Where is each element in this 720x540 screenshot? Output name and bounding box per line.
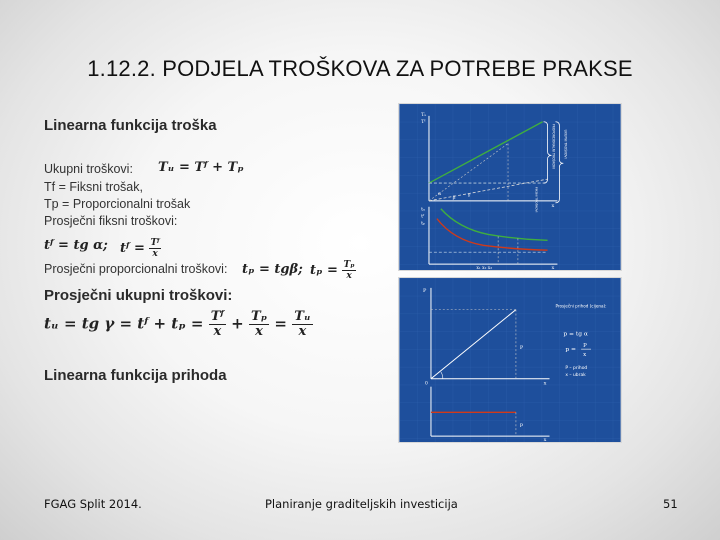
x-ticks-lower: x₁ x₂ x₃ [476, 266, 493, 271]
brace-label-fixed: FIKSNI TROŠKOVI [534, 187, 539, 213]
avg-revenue-x-label: x [543, 437, 547, 443]
avg-proportional-num: Tₚ [343, 260, 355, 270]
y-label-tu: Tᵤ [421, 111, 427, 118]
angle-alpha: α [437, 190, 442, 197]
x-label-lower: x [551, 265, 555, 271]
cost-function-figure [398, 103, 622, 271]
avg-revenue-p: p = [565, 347, 576, 354]
angle-gamma: γ [467, 191, 471, 198]
revenue-x-label: x [543, 380, 547, 387]
avg-total-f2-den: x [255, 324, 263, 339]
avg-total-fraction-3 [292, 310, 312, 339]
legend-quantity: x – ubrak [565, 372, 586, 378]
y-label-tf: Tᶠ [421, 118, 426, 125]
avg-revenue-den: x [583, 352, 587, 359]
separator-1: ; [103, 238, 108, 253]
x-label-upper: x [551, 202, 555, 209]
avg-fixed-formula-2 [120, 238, 161, 259]
avg-fixed-formula-1: tᶠ = tg α [44, 238, 104, 253]
revenue-y-label: P [423, 287, 427, 294]
avg-fixed-cost-label: Prosječni fiksni troškovi: [44, 214, 178, 228]
equals-sign: = [274, 314, 287, 333]
avg-total-fraction-1 [209, 310, 226, 339]
avg-total-f3-den: x [298, 324, 307, 339]
avg-proportional-den: x [346, 271, 352, 281]
avg-proportional-formula-2-lhs: tₚ = [310, 263, 338, 278]
avg-revenue-eq: p = tg α [563, 331, 588, 338]
y-label-lower-tf: tᶠ [421, 213, 425, 220]
footer-left: FGAG Split 2014. [44, 497, 142, 511]
figure-grid-2 [399, 278, 620, 442]
avg-total-f2-num: Tₚ [250, 309, 268, 324]
avg-proportional-formula-2 [310, 260, 356, 281]
avg-fixed-formula-2-lhs: tᶠ = [120, 241, 145, 256]
revenue-function-figure [398, 277, 622, 443]
figure-grid [399, 104, 620, 270]
brace-label-proportional: PROPORCIONALNI TROŠKOVI [551, 123, 556, 169]
avg-total-fraction-2 [249, 310, 269, 339]
avg-fixed-fraction [149, 238, 160, 259]
total-cost-formula: Tᵤ = Tᶠ + Tₚ [158, 160, 244, 175]
avg-total-f1-den: x [213, 324, 222, 339]
page-number: 51 [663, 497, 678, 511]
heading-linear-cost: Linearna funkcija troška [44, 117, 217, 134]
avg-fixed-den: x [152, 249, 158, 259]
avg-fixed-num: Tᶠ [150, 238, 160, 248]
slide-title: 1.12.2. PODJELA TROŠKOVA ZA POTREBE PRAKSE [87, 56, 633, 81]
avg-total-f1-num: Tᶠ [210, 309, 224, 324]
heading-avg-total-cost: Prosječni ukupni troškovi: [44, 287, 233, 304]
separator-2: ; [298, 262, 303, 277]
legend-revenue: P – prihod [565, 365, 588, 371]
revenue-label-P: P [519, 345, 524, 352]
avg-proportional-formula-1: tₚ = tgβ [242, 262, 299, 277]
heading-linear-revenue: Linearna funkcija prihoda [44, 367, 227, 384]
avg-total-f3-num: Tᵤ [294, 309, 311, 324]
fixed-cost-definition: Tf = Fiksni trošak, [44, 180, 143, 194]
proportional-cost-definition: Tp = Proporcionalni trošak [44, 197, 191, 211]
avg-proportional-label: Prosječni proporcionalni troškovi: [44, 262, 228, 276]
footer-center: Planiranje graditeljskih investicija [265, 497, 458, 511]
angle-beta: β [452, 194, 456, 201]
revenue-origin: 0 [425, 381, 428, 387]
avg-proportional-fraction [342, 260, 355, 281]
avg-total-formula [44, 310, 313, 339]
avg-revenue-title: Prosječni prihod (cijena): [555, 303, 607, 309]
avg-revenue-num: P [583, 343, 587, 350]
avg-revenue-label-p: p [519, 422, 524, 429]
y-label-lower-tu: tᵤ [421, 206, 426, 213]
y-label-lower-tp: tₚ [421, 220, 426, 227]
avg-total-formula-lhs: tᵤ = tg γ = tᶠ + tₚ = [44, 314, 204, 333]
total-cost-label: Ukupni troškovi: [44, 162, 133, 176]
plus-sign: + [231, 314, 244, 333]
brace-label-total: UKUPNI TROŠKOVI [563, 129, 568, 159]
